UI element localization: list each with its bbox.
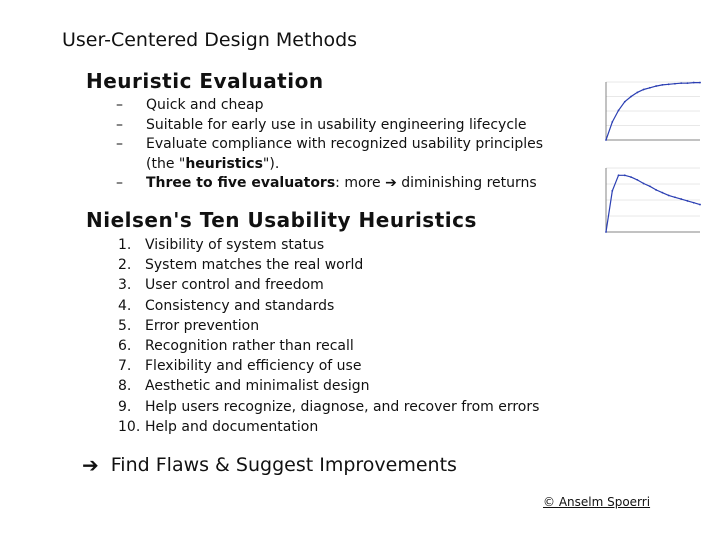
list-text: Recognition rather than recall [145,338,354,355]
data-point [680,198,682,200]
data-point [636,92,638,94]
data-point [643,89,645,91]
data-point [662,192,664,194]
bullet-text: Quick and cheap [146,97,264,113]
conclusion-text: Find Flaws & Suggest Improvements [110,454,457,476]
heuristic-evaluation-heading: Heuristic Evaluation [86,69,324,93]
nielsen-heuristics-list [118,235,539,437]
data-point [624,174,626,176]
data-point [693,82,695,84]
list-item [118,275,539,295]
data-point [687,200,689,202]
data-point [699,204,701,206]
list-item [118,376,539,396]
nielsen-heading: Nielsen's Ten Usability Heuristics [86,208,477,232]
data-point [668,83,670,85]
list-number: 10. [118,418,141,435]
data-point [655,85,657,87]
arrow-icon: ➔ [82,453,99,477]
data-point [643,183,645,185]
bullet-text: Suitable for early use in usability engineering lifecycle [146,116,527,133]
data-point [630,176,632,178]
list-number: 7. [118,358,132,375]
chart-top [590,76,706,152]
conclusion [82,453,457,477]
data-point [687,82,689,84]
bullet-bold-text: Three to five evaluators [146,175,336,191]
bullet-item [116,116,566,136]
data-point [649,185,651,187]
bullet-item [116,174,566,194]
list-item [118,316,539,336]
list-number: 4. [118,297,132,314]
data-point [674,83,676,85]
list-text: Help users recognize, diagnose, and recover from errors [145,398,540,415]
data-point [699,82,701,84]
list-number: 5. [118,317,132,334]
list-text: User control and freedom [145,277,324,294]
data-point [618,110,620,112]
list-text: Visibility of system status [145,237,325,253]
list-text: System matches the real world [145,257,364,274]
series-line [606,83,700,140]
data-point [605,139,607,141]
data-point [668,195,670,197]
list-text: Error prevention [145,317,260,334]
list-text: Help and documentation [145,418,319,435]
data-point [693,202,695,204]
heuristic-evaluation-bullets [116,96,566,194]
bullet-dash: – [116,97,123,113]
data-point [611,121,613,123]
bullet-item [116,96,566,116]
bullet-dash: – [116,116,123,133]
data-point [674,196,676,198]
data-point [662,84,664,86]
data-point [605,231,607,233]
bullet-bold-text: heuristics [185,155,263,172]
slide-title: User-Centered Design Methods [62,29,358,51]
list-item [118,356,539,376]
list-item [118,296,539,316]
list-item [118,397,539,417]
bullet-item [116,135,566,174]
data-point [636,179,638,181]
list-text: Flexibility and efficiency of use [145,358,362,375]
chart-bottom-svg [590,162,706,244]
list-item [118,336,539,356]
data-point [624,101,626,103]
data-point [680,82,682,84]
list-item [118,417,539,437]
bullet-dash: – [116,136,123,152]
bullet-text: "). [262,155,280,172]
list-item [118,235,539,255]
list-number: 2. [118,257,132,274]
data-point [618,174,620,176]
list-text: Aesthetic and minimalist design [145,378,370,395]
chart-top-svg [590,76,706,152]
data-point [649,87,651,89]
chart-bottom [590,162,706,244]
arrow-icon: ➔ [385,175,397,191]
list-number: 6. [118,338,132,355]
list-number: 1. [118,237,132,253]
bullet-dash: – [116,175,123,191]
bullet-text: : more [335,175,386,191]
list-number: 3. [118,277,132,294]
data-point [630,96,632,98]
list-number: 9. [118,398,132,415]
bullet-text: diminishing returns [396,175,537,191]
data-point [655,189,657,191]
bullet-text: Evaluate compliance with recognized usability principles (the " [146,136,544,172]
copyright-link[interactable]: © Anselm Spoerri [543,495,651,509]
list-text: Consistency and standards [145,297,335,314]
list-item [118,255,539,275]
list-number: 8. [118,378,132,395]
data-point [611,190,613,192]
